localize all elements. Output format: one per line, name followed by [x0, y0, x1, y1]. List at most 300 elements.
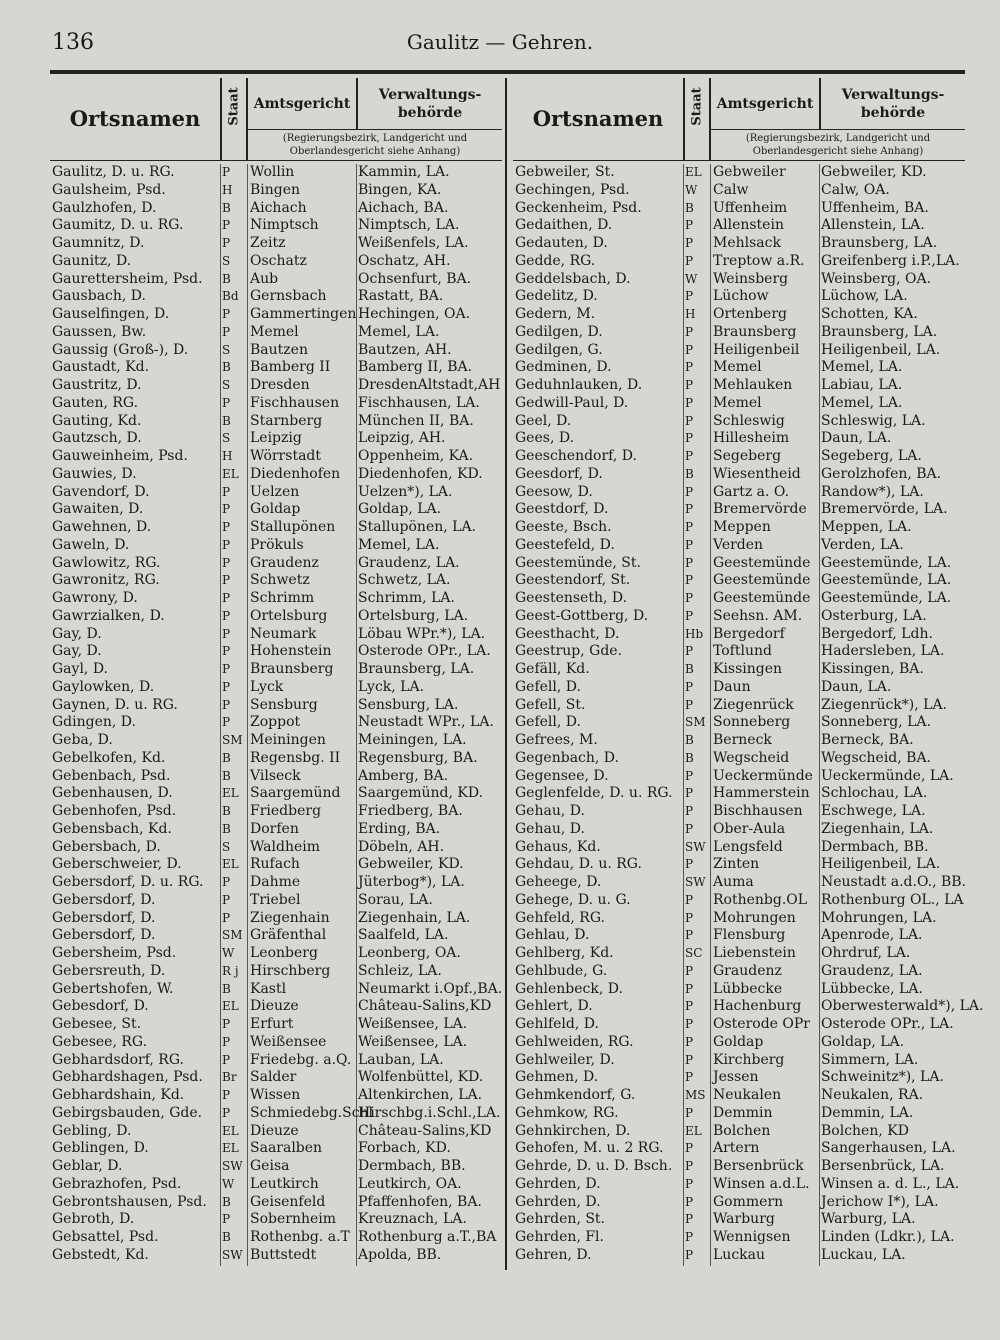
table-row [513, 1123, 965, 1141]
verwaltungsbehoerde: Hechingen, OA. [358, 306, 471, 322]
staat-code: B [222, 804, 231, 818]
amtsgericht: Lyck [250, 678, 284, 695]
staat-code: B [685, 200, 694, 215]
amtsgericht: Sonneberg [713, 714, 791, 731]
verwaltungsbehoerde: Verden, LA. [821, 536, 904, 553]
table-row [50, 1158, 502, 1176]
amtsgericht: Ueckermünde [713, 767, 813, 784]
table-row [50, 448, 502, 466]
table-row [513, 927, 965, 945]
staat-code: P [222, 644, 231, 659]
amtsgericht: Rothenbg. a.T [250, 1229, 350, 1245]
amtsgericht: Winsen a.d.L. [713, 1175, 810, 1192]
staat-code: P [685, 253, 694, 268]
header-staat-label: Staat [689, 86, 705, 126]
ortsname: Gawaiten, D. [52, 501, 144, 518]
verwaltungsbehoerde: Gerolzhofen, BA. [821, 465, 942, 482]
table-row [50, 1211, 502, 1229]
amtsgericht: Lübbecke [713, 980, 783, 997]
staat-code: P [222, 875, 231, 889]
ortsname: Geckenheim, Psd. [515, 199, 642, 216]
ortsname: Gawrony, D. [52, 590, 138, 606]
table-row [50, 839, 502, 857]
amtsgericht: Meiningen [250, 732, 326, 748]
ortsname: Gedauten, D. [515, 235, 608, 251]
verwaltungsbehoerde: Graudenz, LA. [358, 554, 460, 571]
verwaltungsbehoerde: Saargemünd, KD. [358, 785, 484, 802]
amtsgericht: Saargemünd [250, 785, 341, 802]
verwaltungsbehoerde: Schweinitz*), LA. [821, 1069, 944, 1086]
amtsgericht: Hirschberg [250, 962, 331, 979]
amtsgericht: Heiligenbeil [713, 341, 800, 358]
amtsgericht: Osterode OPr [713, 1016, 810, 1032]
verwaltungsbehoerde: Forbach, KD. [358, 1140, 451, 1157]
ortsname: Gaynen, D. u. RG. [52, 696, 178, 713]
amtsgericht: Hammerstein [713, 785, 810, 802]
verwaltungsbehoerde: Daun, LA. [821, 678, 892, 695]
staat-code: P [222, 608, 231, 623]
table-row [50, 1034, 502, 1052]
amtsgericht: Goldap [250, 501, 301, 518]
amtsgericht: Mehlauken [713, 377, 793, 393]
verwaltungsbehoerde: Demmin, LA. [821, 1104, 914, 1121]
ortsname: Geheege, D. [515, 874, 602, 890]
amtsgericht: Gommern [713, 1193, 784, 1210]
table-row [50, 892, 502, 910]
staat-code: SW [222, 1159, 243, 1173]
staat-code: Bd [222, 289, 239, 304]
table-row [513, 839, 965, 857]
staat-code: P [685, 1141, 694, 1156]
right-half [513, 78, 984, 1268]
ortsname: Geeschendorf, D. [515, 448, 637, 464]
amtsgericht: Zinten [713, 856, 760, 873]
staat-code: P [222, 892, 231, 907]
table-row [513, 217, 965, 235]
ortsname: Gehrden, Fl. [515, 1229, 604, 1245]
table-row [50, 608, 502, 626]
staat-code: P [685, 608, 694, 623]
ortsname: Gebstedt, Kd. [52, 1246, 149, 1263]
staat-code: P [685, 360, 694, 375]
staat-code: P [222, 520, 231, 534]
ortsname: Gebhardsdorf, RG. [52, 1051, 184, 1068]
verwaltungsbehoerde: Schrimm, LA. [358, 590, 455, 606]
table-row [50, 1105, 502, 1123]
ortsname: Gehmkow, RG. [515, 1104, 619, 1121]
staat-code: W [222, 1176, 235, 1191]
ortsname: Gebersbach, D. [52, 838, 161, 855]
verwaltungsbehoerde: Mohrungen, LA. [821, 909, 937, 926]
verwaltungsbehoerde: Graudenz, LA. [821, 962, 923, 979]
staat-code: P [222, 679, 231, 694]
center-divider [505, 78, 507, 1270]
staat-code: P [685, 413, 694, 428]
header-rule [819, 78, 821, 130]
amtsgericht: Schmiedebg.Schl [250, 1104, 374, 1121]
table-row [513, 342, 965, 360]
ortsname: Gehlbude, G. [515, 962, 608, 979]
table-row [513, 253, 965, 271]
ortsname: Gebersdorf, D. [52, 909, 156, 926]
table-row [513, 768, 965, 786]
table-row [50, 998, 502, 1016]
table-row [513, 626, 965, 644]
table-row [50, 697, 502, 715]
verwaltungsbehoerde: Randow*), LA. [821, 483, 924, 500]
staat-code: EL [222, 1123, 239, 1138]
amtsgericht: Sensburg [250, 696, 318, 713]
table-row [513, 200, 965, 218]
amtsgericht: Artern [713, 1140, 760, 1157]
amtsgericht: Fischhausen [250, 394, 340, 411]
entry-list-right [513, 164, 984, 1265]
verwaltungsbehoerde: Dermbach, BB. [821, 838, 929, 855]
table-row [513, 1016, 965, 1034]
staat-code: P [685, 1105, 694, 1120]
amtsgericht: Gartz a. O. [713, 483, 790, 500]
staat-code: P [222, 1212, 231, 1227]
ortsname: Gehnkirchen, D. [515, 1122, 631, 1139]
table-row [50, 572, 502, 590]
table-row [513, 395, 965, 413]
ortsname: Gedern, M. [515, 306, 596, 322]
table-row [50, 821, 502, 839]
table-row [513, 945, 965, 963]
verwaltungsbehoerde: Bremervörde, LA. [821, 501, 948, 518]
amtsgericht: Vilseck [250, 767, 301, 784]
table-row [50, 324, 502, 342]
ortsname: Gebersdorf, D. [52, 927, 156, 944]
verwaltungsbehoerde: Rastatt, BA. [358, 288, 444, 305]
ortsname: Gebertshofen, W. [52, 980, 174, 997]
verwaltungsbehoerde: Memel, LA. [358, 323, 440, 340]
amtsgericht: Leipzig [250, 430, 302, 447]
verwaltungsbehoerde: Kreuznach, LA. [358, 1211, 467, 1228]
ortsname: Gehren, D. [515, 1246, 592, 1263]
verwaltungsbehoerde: Uelzen*), LA. [358, 483, 453, 500]
header-rule [246, 78, 248, 160]
staat-code: B [222, 271, 231, 286]
staat-code: P [685, 1212, 694, 1227]
header-rule [248, 129, 502, 130]
ortsname: Geestdorf, D. [515, 501, 609, 518]
amtsgericht: Nimptsch [250, 217, 319, 234]
verwaltungsbehoerde: Braunsberg, LA. [821, 235, 938, 251]
verwaltungsbehoerde: Segeberg, LA. [821, 448, 922, 464]
staat-code: P [685, 679, 694, 694]
amtsgericht: Ziegenrück [713, 696, 794, 713]
verwaltungsbehoerde: Uffenheim, BA. [821, 199, 929, 216]
ortsname: Geglenfelde, D. u. RG. [515, 785, 673, 802]
verwaltungsbehoerde: Ohrdruf, LA. [821, 945, 911, 961]
ortsname: Gehlert, D. [515, 998, 593, 1015]
ortsname: Gaweln, D. [52, 536, 130, 553]
verwaltungsbehoerde: Geestemünde, LA. [821, 572, 952, 589]
verwaltungsbehoerde: Hadersleben, LA. [821, 643, 945, 660]
page-number: 136 [52, 30, 94, 55]
table-row [513, 448, 965, 466]
ortsname: Gebling, D. [52, 1122, 132, 1139]
verwaltungsbehoerde: Memel, LA. [821, 359, 903, 376]
table-row [513, 981, 965, 999]
ortsname: Gehrde, D. u. D. Bsch. [515, 1158, 673, 1174]
verwaltungsbehoerde: Ochsenfurt, BA. [358, 270, 472, 287]
amtsgericht: Diedenhofen [250, 465, 341, 482]
amtsgericht: Aub [250, 270, 279, 287]
amtsgericht: Auma [713, 874, 754, 890]
table-row [513, 785, 965, 803]
staat-code: B [222, 750, 231, 765]
verwaltungsbehoerde: Weißensee, LA. [358, 1016, 468, 1032]
staat-code: P [222, 502, 231, 517]
table-row [513, 466, 965, 484]
table-row [50, 217, 502, 235]
entry-list-left [50, 164, 502, 1265]
verwaltungsbehoerde: Labiau, LA. [821, 377, 903, 393]
verwaltungsbehoerde: Sorau, LA. [358, 891, 433, 908]
amtsgericht: Weißensee [250, 1033, 327, 1050]
ortsname: Geesthacht, D. [515, 625, 620, 642]
table-row [50, 555, 502, 573]
ortsname: Gauting, Kd. [52, 412, 142, 429]
staat-code: SC [685, 946, 703, 960]
ortsname: Geblar, D. [52, 1158, 123, 1174]
amtsgericht: Dieuze [250, 998, 299, 1015]
ortsname: Gawronitz, RG. [52, 572, 160, 589]
ortsname: Gaulzhofen, D. [52, 199, 157, 216]
amtsgericht: Salder [250, 1069, 297, 1086]
table-row [513, 1211, 965, 1229]
amtsgericht: Triebel [250, 891, 301, 908]
ortsname: Geba, D. [52, 732, 113, 748]
staat-code: EL [222, 466, 239, 481]
table-row [513, 874, 965, 892]
amtsgericht: Stallupönen [250, 519, 336, 535]
ortsname: Gausbach, D. [52, 288, 146, 305]
verwaltungsbehoerde: Warburg, LA. [821, 1211, 916, 1228]
verwaltungsbehoerde: Braunsberg, LA. [821, 323, 938, 340]
verwaltungsbehoerde: Heiligenbeil, LA. [821, 856, 941, 873]
staat-code: P [685, 1194, 694, 1209]
amtsgericht: Schleswig [713, 412, 785, 429]
staat-code: P [685, 1070, 694, 1085]
staat-code: H [685, 307, 696, 321]
staat-code: P [685, 591, 694, 605]
amtsgericht: Goldap [713, 1033, 764, 1050]
verwaltungsbehoerde: Hirschbg.i.Schl.,LA. [358, 1104, 501, 1121]
amtsgericht: Wegscheid [713, 749, 790, 766]
amtsgericht: Kastl [250, 980, 287, 997]
amtsgericht: Graudenz [713, 962, 782, 979]
table-row [513, 306, 965, 324]
staat-code: S [222, 839, 231, 854]
verwaltungsbehoerde: Berneck, BA. [821, 732, 914, 748]
ortsname: Gefell, D. [515, 678, 581, 695]
verwaltungsbehoerde: Sonneberg, LA. [821, 714, 931, 731]
ortsname: Gebenbach, Psd. [52, 767, 171, 784]
ortsname: Gaustritz, D. [52, 377, 142, 393]
verwaltungsbehoerde: Osterode OPr., LA. [358, 643, 491, 660]
staat-code: B [222, 981, 231, 996]
ortsname: Gehlweiler, D. [515, 1051, 615, 1068]
verwaltungsbehoerde: Château-Salins,KD [358, 998, 492, 1015]
staat-code: P [685, 395, 694, 410]
amtsgericht: Seehsn. AM. [713, 607, 803, 624]
amtsgericht: Geestemünde [713, 572, 811, 589]
table-row [513, 484, 965, 502]
ortsname: Gehaus, Kd. [515, 838, 601, 855]
amtsgericht: Dresden [250, 377, 310, 393]
staat-code: P [222, 165, 231, 179]
amtsgericht: Mohrungen [713, 909, 796, 926]
verwaltungsbehoerde: Oppenheim, KA. [358, 448, 474, 464]
amtsgericht: Braunsberg [713, 323, 797, 340]
amtsgericht: Bremervörde [713, 501, 807, 518]
verwaltungsbehoerde: Meiningen, LA. [358, 732, 467, 748]
amtsgericht: Segeberg [713, 448, 782, 464]
verwaltungsbehoerde: Gebweiler, KD. [821, 164, 927, 180]
ortsname: Gechingen, Psd. [515, 181, 630, 198]
staat-code: P [685, 768, 694, 783]
verwaltungsbehoerde: Nimptsch, LA. [358, 217, 460, 234]
table-row [513, 555, 965, 573]
verwaltungsbehoerde: Ziegenrück*), LA. [821, 696, 948, 713]
amtsgericht: Bergedorf [713, 625, 785, 642]
amtsgericht: Kirchberg [713, 1051, 785, 1068]
amtsgericht: Uffenheim [713, 199, 788, 216]
table-row [50, 643, 502, 661]
staat-code: SM [222, 733, 243, 747]
verwaltungsbehoerde: Leutkirch, OA. [358, 1175, 462, 1192]
staat-code: MS [685, 1088, 706, 1102]
ortsname: Gaylowken, D. [52, 678, 155, 695]
amtsgericht: Braunsberg [250, 661, 334, 677]
amtsgericht: Schrimm [250, 590, 315, 606]
verwaltungsbehoerde: Simmern, LA. [821, 1051, 919, 1068]
staat-code: S [222, 342, 231, 357]
staat-code: P [685, 697, 694, 712]
header-staat [222, 82, 246, 130]
ortsname: Gegenbach, D. [515, 749, 619, 766]
table-row [513, 856, 965, 874]
amtsgericht: Treptow a.R. [713, 252, 805, 269]
ortsname: Gauselfingen, D. [52, 306, 170, 322]
amtsgericht: Weinsberg [713, 270, 789, 287]
table-row [513, 164, 965, 182]
ortsname: Gawehnen, D. [52, 519, 152, 535]
amtsgericht: Dorfen [250, 820, 299, 837]
header-rule [709, 78, 711, 160]
header-staat-label: Staat [226, 86, 242, 126]
ortsname: Gautzsch, D. [52, 430, 142, 447]
table-row [50, 910, 502, 928]
table-row [513, 910, 965, 928]
ortsname: Geestemünde, St. [515, 554, 641, 571]
ortsname: Gauweinheim, Psd. [52, 448, 188, 464]
staat-code: P [685, 324, 694, 339]
staat-code: EL [222, 1141, 239, 1156]
verwaltungsbehoerde: Apolda, BB. [358, 1246, 442, 1263]
staat-code: EL [222, 786, 239, 801]
amtsgericht: Memel [713, 359, 762, 376]
ortsname: Gebersdorf, D. u. RG. [52, 874, 204, 890]
staat-code: B [222, 1230, 231, 1244]
ortsname: Gawlowitz, RG. [52, 554, 161, 571]
table-row [50, 537, 502, 555]
verwaltungsbehoerde: Daun, LA. [821, 430, 892, 447]
ortsname: Geesdorf, D. [515, 465, 603, 482]
staat-code: W [685, 271, 698, 286]
ortsname: Gebrazhofen, Psd. [52, 1175, 182, 1192]
staat-code: P [685, 1052, 694, 1067]
staat-code: B [685, 733, 694, 747]
amtsgericht: Dieuze [250, 1122, 299, 1139]
ortsname: Geddelsbach, D. [515, 270, 631, 287]
table-row [513, 1069, 965, 1087]
ortsname: Gaurettersheim, Psd. [52, 270, 203, 287]
staat-code: P [222, 218, 231, 233]
table-row [50, 714, 502, 732]
staat-code: SM [685, 715, 706, 730]
staat-code: P [685, 218, 694, 233]
staat-code: P [222, 1034, 231, 1049]
verwaltungsbehoerde: Schlochau, LA. [821, 785, 928, 802]
amtsgericht: Kissingen [713, 661, 783, 677]
amtsgericht: Toftlund [713, 643, 772, 660]
table-row [50, 768, 502, 786]
staat-code: B [685, 662, 694, 676]
header-amtsgericht: Amtsgericht [253, 96, 351, 112]
amtsgericht: Neukalen [713, 1087, 782, 1103]
verwaltungsbehoerde: Greifenberg i.P.,LA. [821, 252, 960, 269]
table-row [50, 306, 502, 324]
amtsgericht: Ortelsburg [250, 607, 328, 624]
ortsname: Gauten, RG. [52, 394, 139, 411]
amtsgericht: Allenstein [713, 217, 784, 234]
ortsname: Gehlweiden, RG. [515, 1033, 634, 1050]
amtsgericht: Meppen [713, 519, 771, 535]
staat-code: P [685, 520, 694, 534]
staat-code: P [685, 804, 694, 818]
ortsname: Gedilgen, G. [515, 341, 603, 358]
table-row [513, 803, 965, 821]
amtsgericht: Berneck [713, 732, 772, 748]
staat-code: P [222, 573, 231, 588]
table-row [513, 1194, 965, 1212]
staat-code: H [222, 182, 233, 197]
verwaltungsbehoerde: Bamberg II, BA. [358, 359, 473, 376]
staat-code: B [222, 821, 231, 836]
ortsname: Gebroth, D. [52, 1211, 135, 1228]
amtsgericht: Ortenberg [713, 306, 787, 322]
ortsname: Gehdau, D. u. RG. [515, 856, 642, 873]
ortsname: Gebweiler, St. [515, 164, 615, 180]
amtsgericht: Ziegenhain [250, 909, 330, 926]
amtsgericht: Bamberg II [250, 359, 331, 376]
verwaltungsbehoerde: Apenrode, LA. [821, 927, 923, 944]
table-row [50, 785, 502, 803]
staat-code: P [222, 1088, 231, 1102]
verwaltungsbehoerde: Allenstein, LA. [821, 217, 925, 234]
ortsname: Gedde, RG. [515, 252, 596, 269]
staat-code: P [685, 378, 694, 392]
staat-code: P [222, 910, 231, 925]
verwaltungsbehoerde: Jüterbog*), LA. [358, 874, 465, 890]
staat-code: P [685, 821, 694, 836]
header-rule [220, 78, 222, 160]
staat-code: EL [222, 857, 239, 872]
